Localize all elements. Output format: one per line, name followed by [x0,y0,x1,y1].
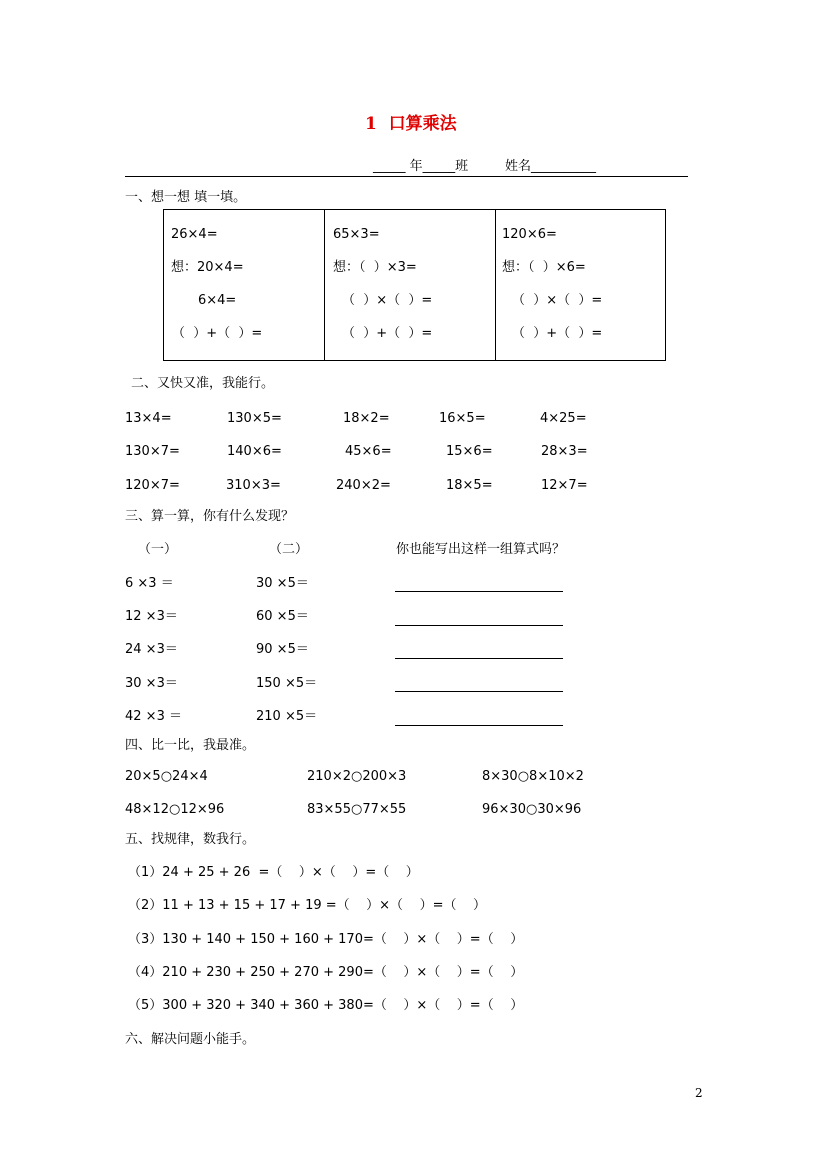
problem: 16×5= [439,411,486,426]
cell-text: （ ）+（ ）= [172,326,263,341]
pattern-item: （2）11 + 13 + 15 + 17 + 19 =（ ）×（ ）=（ ） [128,898,487,913]
comparison: 96×30○30×96 [482,802,582,817]
cell-text: 65×3= [333,227,380,242]
problem: 18×5= [446,478,493,493]
section-5-heading: 五、找规律，数我行。 [125,832,256,847]
problem: 4×25= [540,411,587,426]
cell-text: （ ）+（ ）= [512,326,603,341]
comparison: 210×2○200×3 [307,769,407,784]
problem: 28×3= [541,444,588,459]
table-divider [495,209,496,360]
problem: 13×4= [125,411,172,426]
problem: 45×6= [345,444,392,459]
cell-text: 想：20×4= [171,260,244,275]
name-field: 姓名__________ [505,159,597,174]
comparison: 20×5○24×4 [125,769,208,784]
header-rule [125,176,688,177]
answer-blank [395,625,563,626]
page-number: 2 [695,1086,703,1100]
cell-text: 想：（ ）×6= [502,260,586,275]
problem: 18×2= [343,411,390,426]
pattern-item: （3）130 + 140 + 150 + 160 + 170=（ ）×（ ）=（ ） [128,932,524,947]
page-title: 1 口算乘法 [365,114,457,134]
cell-text: （ ）×（ ）= [512,293,603,308]
cell-text: 想：（ ）×3= [333,260,417,275]
problem: 240×2= [336,478,391,493]
comparison: 83×55○77×55 [307,802,407,817]
answer-blank [395,725,563,726]
answer-blank [395,691,563,692]
problem: 120×7= [125,478,180,493]
problem: 12×7= [541,478,588,493]
cell-text: （ ）×（ ）= [342,293,433,308]
problem: 140×6= [227,444,282,459]
problem: 310×3= [226,478,281,493]
pattern-item: （5）300 + 320 + 340 + 360 + 380=（ ）×（ ）=（ ） [128,998,524,1013]
problem: 90 ×5＝ [256,642,309,657]
answer-blank [395,658,563,659]
problem: 6 ×3 ＝ [125,576,174,591]
section-2-heading: 二、又快又准，我能行。 [131,376,275,391]
section-1-heading: 一、想一想 填一填。 [125,190,247,205]
column-label: （二） [269,542,309,557]
comparison: 8×30○8×10×2 [482,769,584,784]
cell-text: 120×6= [502,227,557,242]
problem: 15×6= [446,444,493,459]
problem: 210 ×5＝ [256,709,318,724]
problem: 42 ×3 ＝ [125,709,182,724]
section-6-heading: 六、解决问题小能手。 [125,1032,256,1047]
answer-blank [395,591,563,592]
cell-text: 6×4= [198,293,237,308]
column-label: （一） [138,542,178,557]
class-field: _____ 年_____班 [373,159,469,174]
problem: 150 ×5＝ [256,676,318,691]
cell-text: 26×4= [171,227,218,242]
problem: 30 ×3＝ [125,676,178,691]
table-divider [324,209,325,360]
pattern-item: （4）210 + 230 + 250 + 270 + 290=（ ）×（ ）=（ ） [128,965,524,980]
problem: 130×7= [125,444,180,459]
section-3-heading: 三、算一算，你有什么发现？ [125,509,295,524]
column-label: 你也能写出这样一组算式吗？ [396,542,566,557]
problem: 30 ×5＝ [256,576,309,591]
problem: 24 ×3＝ [125,642,178,657]
problem: 130×5= [227,411,282,426]
problem: 12 ×3＝ [125,609,178,624]
problem: 60 ×5＝ [256,609,309,624]
cell-text: （ ）+（ ）= [342,326,433,341]
pattern-item: （1）24 + 25 + 26 =（ ）×（ ）=（ ） [128,865,419,880]
comparison: 48×12○12×96 [125,802,225,817]
section-4-heading: 四、比一比，我最准。 [125,738,256,753]
